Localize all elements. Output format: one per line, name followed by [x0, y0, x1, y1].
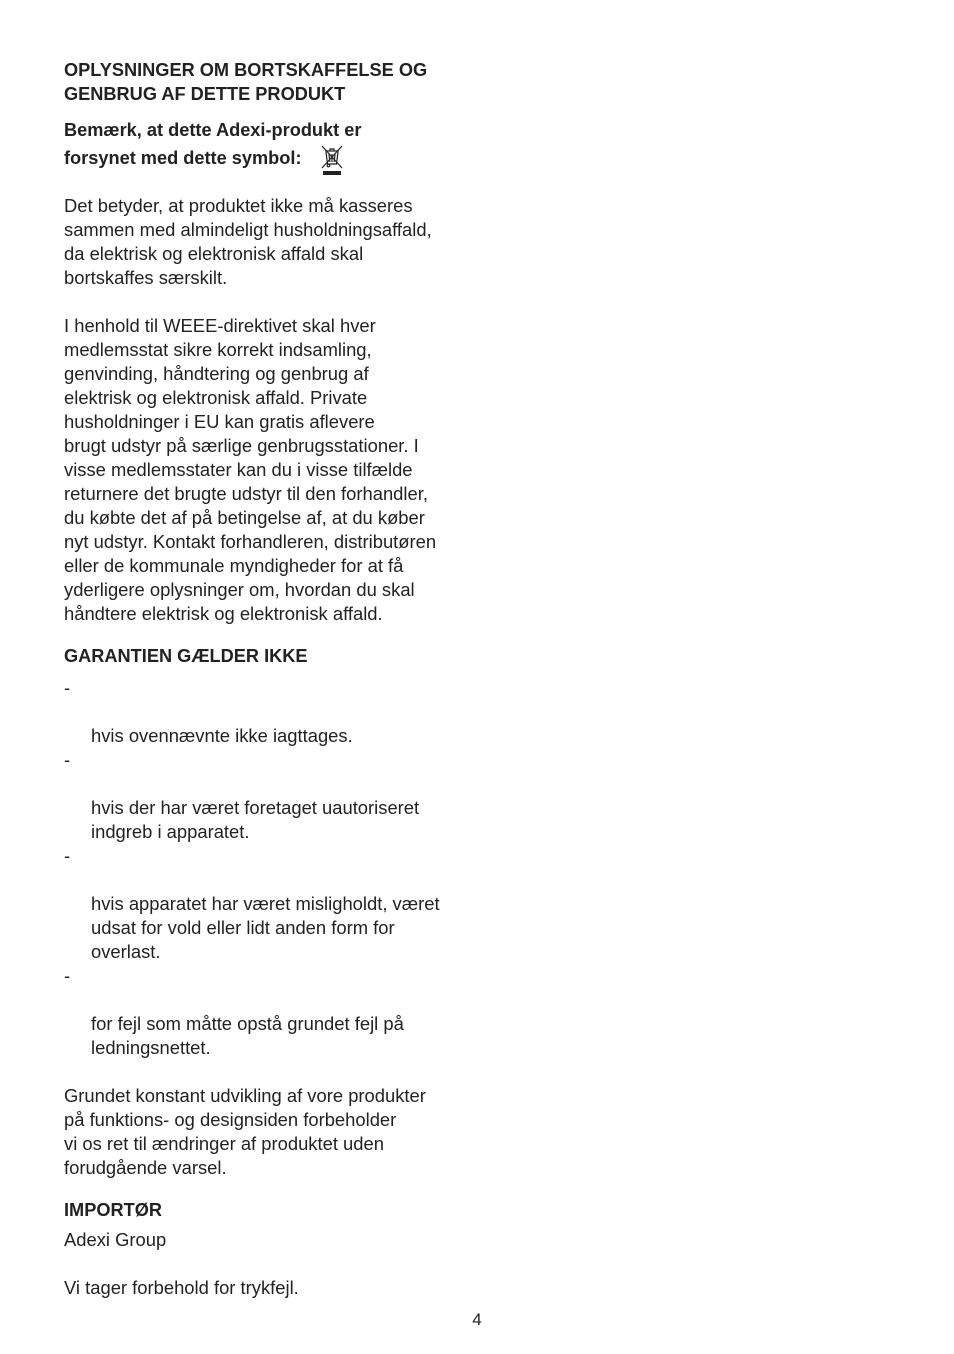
list-item [64, 844, 484, 964]
disposal-paragraph-2: I henhold til WEEE-direktivet skal hver medlemsstat sikre korrekt indsamling, genvinding, håndtering og genbrug af elektrisk og elektronisk affald. Private husholdninger i EU kan gratis aflevere brugt udstyr på særlige genbrugsstationer. I visse medlemsstater kan du i visse tilfælde returnere det brugte udstyr til den forhandler, du købte det af på betingelse af, at du køber nyt udstyr. Kontakt forhandleren, distributøren eller de kommunale myndigheder for at få yderligere oplysninger om, hvordan du skal håndtere elektrisk og elektronisk affald. [64, 315, 437, 624]
list-item [64, 676, 484, 748]
importer-company: Adexi Group [64, 1229, 167, 1250]
crossed-out-wheelie-bin-icon [319, 142, 345, 176]
symbol-note [64, 118, 484, 176]
page-number: 4 [472, 1310, 482, 1329]
warranty-heading: GARANTIEN GÆLDER IKKE [64, 646, 308, 666]
symbol-note-line2: forsynet med dette symbol: [64, 148, 302, 168]
page-content [64, 58, 484, 1300]
list-item [64, 748, 484, 844]
disposal-heading: OPLYSNINGER OM BORTSKAFFELSE OG GENBRUG AF DETTE PRODUKT [64, 60, 428, 104]
list-dash: - [64, 677, 71, 698]
symbol-note-line1: Bemærk, at dette Adexi-produkt er [64, 120, 362, 140]
list-item-text: for fejl som måtte opstå grundet fejl på ledningsnettet. [91, 1013, 404, 1058]
list-item-text: hvis der har været foretaget uautoriseret indgreb i apparatet. [91, 797, 420, 842]
print-disclaimer: Vi tager forbehold for trykfejl. [64, 1277, 299, 1298]
disposal-paragraph-1: Det betyder, at produktet ikke må kasseres sammen med almindeligt husholdningsaffald, da elektrisk og elektronisk affald skal bortskaffes særskilt. [64, 195, 432, 288]
list-item-text: hvis ovennævnte ikke iagttages. [91, 725, 353, 746]
list-dash: - [64, 749, 71, 770]
list-dash: - [64, 845, 71, 866]
list-item-text: hvis apparatet har været misligholdt, været udsat for vold eller lidt anden form for overlast. [91, 893, 440, 962]
warranty-paragraph: Grundet konstant udvikling af vore produkter på funktions- og designsiden forbeholder vi os ret til ændringer af produktet uden forudgående varsel. [64, 1085, 426, 1178]
warranty-list [64, 676, 484, 1060]
importer-heading: IMPORTØR [64, 1200, 163, 1220]
list-dash: - [64, 965, 71, 986]
list-item [64, 964, 484, 1060]
